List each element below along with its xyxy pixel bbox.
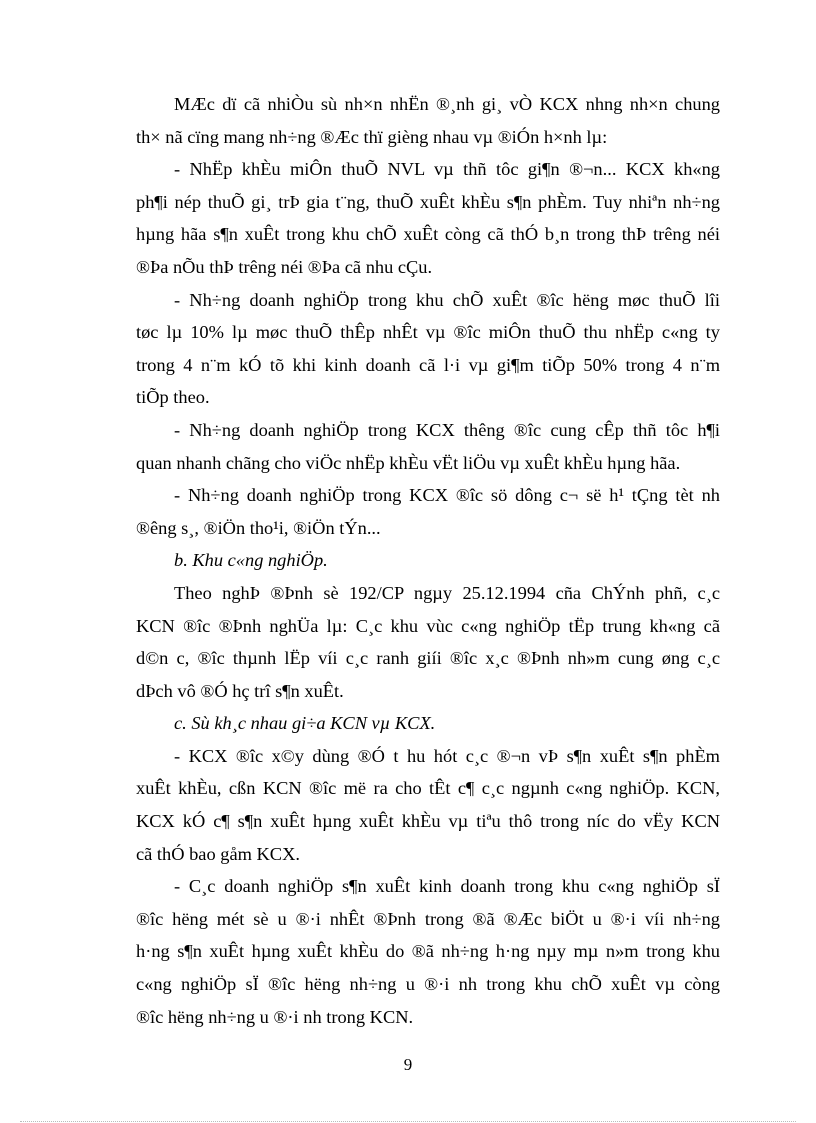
- text-line: ®êng s¸, ®iÖn tho¹i, ®iÖn tÝn...: [136, 517, 381, 538]
- text-line: - KCX ®îc x©y dùng ®Ó t hu hót c¸c ®¬n vÞ s¶n xuÊt s¶n phÈm: [174, 745, 720, 766]
- text-line: KCX kÓ c¶ s¶n xuÊt hµng xuÊt khÈu vµ tiªu thô trong níc do vËy KCN: [136, 811, 720, 832]
- text-line: d©n c, ®îc thµnh lËp víi c¸c ranh giíi ®îc x¸c ®Þnh nh»m cung øng c¸c: [136, 648, 720, 669]
- text-line: quan nhanh chãng cho viÖc nhËp khÈu vËt liÖu vµ xuÊt khÈu hµng hãa.: [136, 452, 681, 473]
- text-line: ®Þa nÕu thÞ trêng néi ®Þa cã nhu cÇu.: [136, 256, 433, 277]
- text-line: ph¶i nép thuÕ gi¸ trÞ gia t¨ng, thuÕ xuÊt khÈu s¶n phÈm. Tuy nhiªn nh÷ng: [136, 191, 720, 212]
- text-line: - Nh÷ng doanh nghiÖp trong khu chÕ xuÊt ®îc hëng møc thuÕ lîi: [174, 289, 720, 310]
- text-line: Theo nghÞ ®Þnh sè 192/CP ngµy 25.12.1994 cña ChÝnh phñ, c¸c: [174, 582, 720, 603]
- text-line: trong 4 n¨m kÓ tõ khi kinh doanh cã l·i vµ gi¶m tiÕp 50% trong 4 n¨m: [136, 354, 720, 375]
- text-line: MÆc dï cã nhiÒu sù nh×n nhËn ®¸nh gi¸ vÒ KCX nhng nh×n chung: [174, 94, 720, 114]
- page-number: 9: [403, 1055, 413, 1074]
- section-heading-line: b. Khu c«ng nghiÖp.: [174, 550, 328, 571]
- text-line: h·ng s¶n xuÊt hµng xuÊt khÈu do ®ã nh÷ng h·ng nµy mµ n»m trong khu: [136, 941, 720, 962]
- text-line: ®îc hëng nh÷ng u ®·i nh trong KCN.: [136, 1006, 414, 1027]
- text-line: th× nã cïng mang nh÷ng ®Æc thï gièng nhau vµ ®iÓn h×nh lµ:: [136, 126, 608, 147]
- text-line: - NhËp khÈu miÔn thuÕ NVL vµ thñ tôc gi¶n ®¬n... KCX kh«ng: [174, 159, 720, 180]
- text-line: cã thÓ bao gåm KCX.: [136, 843, 300, 864]
- body-text: [136, 88, 720, 1033]
- text-line: dÞch vô ®Ó hç trî s¶n xuÊt.: [136, 680, 344, 701]
- text-line: KCN ®îc ®Þnh nghÜa lµ: C¸c khu vùc c«ng nghiÖp tËp trung kh«ng cã: [136, 615, 720, 636]
- text-line: - Nh÷ng doanh nghiÖp trong KCX ®îc sö dông c¬ së h¹ tÇng tèt nh: [174, 485, 720, 506]
- text-line: tøc lµ 10% lµ møc thuÕ thÊp nhÊt vµ ®îc miÔn thuÕ thu nhËp c«ng ty: [136, 322, 720, 343]
- text-line: xuÊt khÈu, cßn KCN ®îc më ra cho tÊt c¶ c¸c ngµnh c«ng nghiÖp. KCN,: [136, 778, 720, 799]
- text-line: tiÕp theo.: [136, 387, 210, 408]
- text-line: hµng hãa s¶n xuÊt trong khu chÕ xuÊt còng cã thÓ b¸n trong thÞ trêng néi: [136, 224, 720, 245]
- text-line: c«ng nghiÖp sÏ ®îc hëng nh÷ng u ®·i nh trong khu chÕ xuÊt vµ còng: [136, 974, 720, 995]
- text-line: ®îc hëng mét sè u ®·i nhÊt ®Þnh trong ®ã ®Æc biÖt u ®·i víi nh÷ng: [136, 908, 720, 929]
- page-bottom-divider: [20, 1121, 796, 1122]
- text-line: - Nh÷ng doanh nghiÖp trong KCX thêng ®îc cung cÊp thñ tôc h¶i: [174, 419, 720, 440]
- text-line: - C¸c doanh nghiÖp s¶n xuÊt kinh doanh trong khu c«ng nghiÖp sÏ: [174, 876, 720, 897]
- section-heading-line: c. Sù kh¸c nhau gi÷a KCN vµ KCX.: [174, 713, 436, 734]
